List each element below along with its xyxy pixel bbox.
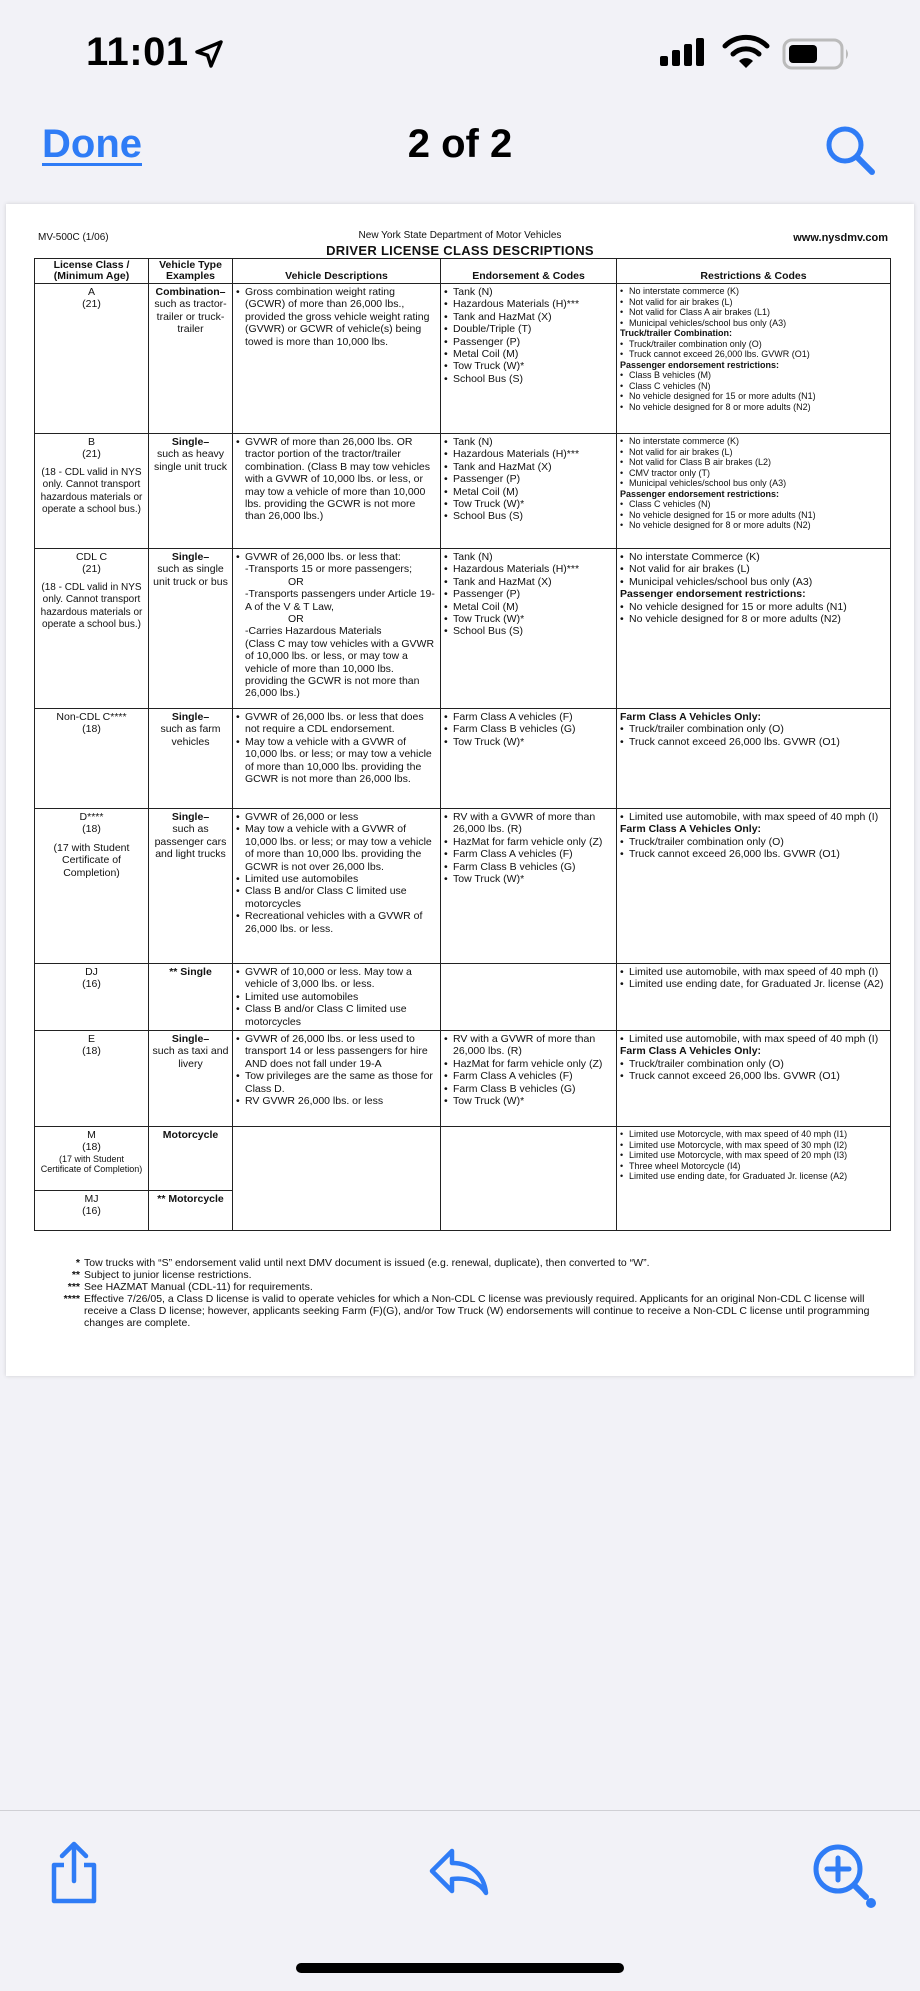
restriction-list xyxy=(620,811,887,823)
list-item: • Passenger (P) xyxy=(444,588,613,600)
endorsement-list xyxy=(444,551,613,638)
footnote-text: See HAZMAT Manual (CDL-11) for requirements. xyxy=(84,1281,313,1293)
class-label: MJ xyxy=(84,1193,99,1206)
list-item: • Three wheel Motorcycle (I4) xyxy=(620,1161,887,1172)
vehicle-type-cell xyxy=(149,1127,233,1191)
description-line: -Carries Hazardous Materials xyxy=(245,625,382,638)
endorsement-cell xyxy=(441,964,617,1031)
restriction-cell xyxy=(617,1127,891,1231)
list-item: • Farm Class A vehicles (F) xyxy=(444,848,613,860)
list-item: • GVWR of 26,000 or less xyxy=(236,811,437,823)
list-item: • No vehicle designed for 15 or more adults (N1) xyxy=(620,601,887,613)
clock-text: 11:01 xyxy=(86,30,189,74)
list-item: • Tank (N) xyxy=(444,286,613,298)
list-item: • Not valid for air brakes (L) xyxy=(620,563,887,575)
list-item: • Tow Truck (W)* xyxy=(444,360,613,372)
restriction-heading: Farm Class A Vehicles Only: xyxy=(620,1045,762,1058)
license-class-cell xyxy=(35,964,149,1031)
vehicle-type-label: Single– xyxy=(171,1033,210,1046)
list-item: • No vehicle designed for 15 or more adults (N1) xyxy=(620,391,887,402)
footnote-marker: * xyxy=(75,1257,80,1269)
list-item: • Farm Class B vehicles (G) xyxy=(444,861,613,873)
list-item: • Tow Truck (W)* xyxy=(444,613,613,625)
footnote xyxy=(36,1269,896,1281)
vehicle-type-label: ** Motorcycle xyxy=(157,1193,224,1206)
restriction-list xyxy=(620,1058,887,1083)
class-label: CDL C xyxy=(75,551,108,563)
list-item: • Gross combination weight rating (GCWR) of more than 26,000 lbs., provided the gross vehicle weight rating (GVWR) or GCWR of vehicle(s) being towed is more than 10,000 lbs. xyxy=(236,286,437,348)
class-label: D**** xyxy=(79,811,104,823)
endorsement-cell xyxy=(441,284,617,434)
restriction-cell xyxy=(617,284,891,434)
page-counter: 2 of 2 xyxy=(407,122,513,166)
class-note: (17 with Student Certificate of Completion) xyxy=(40,1153,143,1175)
list-item: • Farm Class B vehicles (G) xyxy=(444,723,613,735)
zoom-in-icon[interactable] xyxy=(808,1839,880,1911)
list-item: • Limited use automobile, with max speed of 40 mph (I) xyxy=(620,966,887,978)
description-line: OR xyxy=(288,613,304,626)
col-header: Vehicle Descriptions xyxy=(233,259,441,284)
list-item: • GVWR of 26,000 lbs. or less that does not require a CDL endorsement. xyxy=(236,711,437,736)
class-note: (17 with Student Certificate of Completion) xyxy=(53,841,130,879)
description-item: • GVWR of 26,000 lbs. or less that: xyxy=(236,551,437,563)
list-item: • No vehicle designed for 8 or more adults (N2) xyxy=(620,520,887,531)
list-item: • Farm Class A vehicles (F) xyxy=(444,711,613,723)
restriction-heading: Truck/trailer Combination: xyxy=(620,328,733,338)
list-item: • Limited use ending date, for Graduated Jr. license (A2) xyxy=(620,978,887,990)
description-list xyxy=(236,811,437,935)
class-note: (18 - CDL valid in NYS only. Cannot transport hazardous materials or operate a school bus.) xyxy=(40,466,143,516)
list-item: • May tow a vehicle with a GVWR of 10,000 lbs. or less; or may tow a vehicle of more than 10,000 lbs. providing the GCWR is not over 26,000 lbs. xyxy=(236,823,437,873)
restriction-list xyxy=(620,436,887,489)
list-item: • Not valid for Class A air brakes (L1) xyxy=(620,307,887,318)
vehicle-type-cell xyxy=(149,809,233,964)
list-item: • Passenger (P) xyxy=(444,473,613,485)
description-list xyxy=(236,1033,437,1107)
form-number: MV-500C (1/06) xyxy=(38,232,109,243)
document-title: DRIVER LICENSE CLASS DESCRIPTIONS xyxy=(326,243,594,258)
done-button[interactable]: Done xyxy=(42,122,142,166)
list-item: • Tow Truck (W)* xyxy=(444,873,613,885)
min-age: (21) xyxy=(82,448,101,461)
document-page xyxy=(6,204,914,1376)
class-note: (18 - CDL valid in NYS only. Cannot transport hazardous materials or operate a school bus.) xyxy=(40,581,143,631)
battery-icon xyxy=(782,38,852,70)
search-icon[interactable] xyxy=(820,120,880,180)
list-item: • Limited use automobile, with max speed of 40 mph (I) xyxy=(620,811,887,823)
endorsement-cell xyxy=(441,1031,617,1127)
col-header: Restrictions & Codes xyxy=(617,259,891,284)
restriction-list xyxy=(620,1033,887,1045)
clock xyxy=(86,30,225,75)
agency-name: New York State Department of Motor Vehicles xyxy=(358,230,562,241)
class-label: Non-CDL C**** xyxy=(56,711,127,723)
restriction-list xyxy=(620,723,887,748)
class-label: M xyxy=(87,1129,96,1142)
share-icon[interactable] xyxy=(44,1841,104,1905)
table-row xyxy=(35,1127,891,1191)
list-item: • No interstate Commerce (K) xyxy=(620,551,887,563)
footnote xyxy=(36,1281,896,1293)
list-item: • Truck/trailer combination only (O) xyxy=(620,723,887,735)
list-item: • Truck/trailer combination only (O) xyxy=(620,339,887,350)
list-item: • Municipal vehicles/school bus only (A3) xyxy=(620,478,887,489)
description-cell xyxy=(233,709,441,809)
table-row xyxy=(35,434,891,549)
restriction-cell xyxy=(617,549,891,709)
list-item: • HazMat for farm vehicle only (Z) xyxy=(444,836,613,848)
vehicle-type-cell xyxy=(149,709,233,809)
endorsement-cell xyxy=(441,1127,617,1231)
endorsement-cell xyxy=(441,709,617,809)
list-item: • Class C vehicles (N) xyxy=(620,499,887,510)
list-item: • Class B and/or Class C limited use motorcycles xyxy=(236,885,437,910)
nav-bar xyxy=(0,110,920,190)
restriction-list xyxy=(620,370,887,412)
class-label: DJ xyxy=(85,966,98,978)
restriction-cell xyxy=(617,709,891,809)
restriction-list xyxy=(620,499,887,531)
vehicle-type-label: Single– xyxy=(171,436,210,448)
restriction-heading: Farm Class A Vehicles Only: xyxy=(620,823,762,836)
list-item: • Class B vehicles (M) xyxy=(620,370,887,381)
document-viewer[interactable] xyxy=(0,190,920,1810)
footnotes xyxy=(36,1257,896,1329)
col-header: Vehicle Type Examples xyxy=(149,259,233,284)
description-list xyxy=(236,711,437,785)
description-list xyxy=(236,436,437,523)
website-text: www.nysdmv.com xyxy=(793,232,888,244)
list-item: • Tank and HazMat (X) xyxy=(444,311,613,323)
list-item: • Not valid for Class B air brakes (L2) xyxy=(620,457,887,468)
footnote xyxy=(36,1257,896,1269)
endorsement-cell xyxy=(441,809,617,964)
description-list xyxy=(236,966,437,1028)
list-item: • HazMat for farm vehicle only (Z) xyxy=(444,1058,613,1070)
restriction-list xyxy=(620,1129,887,1182)
list-item: • School Bus (S) xyxy=(444,625,613,637)
license-class-cell xyxy=(35,809,149,964)
license-class-cell xyxy=(35,709,149,809)
list-item: • No interstate commerce (K) xyxy=(620,436,887,447)
min-age: (16) xyxy=(82,978,101,991)
list-item: • School Bus (S) xyxy=(444,510,613,522)
restriction-heading: Passenger endorsement restrictions: xyxy=(620,359,780,370)
list-item: • GVWR of 10,000 or less. May tow a vehicle of 3,000 lbs. or less. xyxy=(236,966,437,991)
status-bar xyxy=(0,0,920,110)
endorsement-cell xyxy=(441,549,617,709)
list-item: • Limited use Motorcycle, with max speed of 40 mph (I1) xyxy=(620,1129,887,1140)
restriction-list xyxy=(620,339,887,360)
endorsement-list xyxy=(444,286,613,385)
restriction-heading: Passenger endorsement restrictions: xyxy=(620,588,806,601)
restriction-list xyxy=(620,966,887,991)
min-age: (16) xyxy=(82,1205,101,1218)
min-age: (18) xyxy=(82,723,101,736)
list-item: • RV with a GVWR of more than 26,000 lbs. (R) xyxy=(444,1033,613,1058)
list-item: • GVWR of 26,000 lbs. or less used to transport 14 or less passengers for hire AND does not fall under 19-A xyxy=(236,1033,437,1070)
endorsement-list xyxy=(444,811,613,885)
license-class-cell xyxy=(35,434,149,549)
description-cell xyxy=(233,434,441,549)
license-class-cell xyxy=(35,1191,149,1231)
description-cell xyxy=(233,1127,441,1231)
list-item: • Truck cannot exceed 26,000 lbs. GVWR (O1) xyxy=(620,848,887,860)
list-item: • Truck cannot exceed 26,000 lbs. GVWR (O1) xyxy=(620,736,887,748)
list-item: • Class B and/or Class C limited use motorcycles xyxy=(236,1003,437,1028)
restriction-list xyxy=(620,836,887,861)
footnote-text: Tow trucks with “S” endorsement valid until next DMV document is issued (e.g. renewal, duplicate), then converted to “W”. xyxy=(84,1257,650,1269)
list-item: • CMV tractor only (T) xyxy=(620,468,887,479)
list-item: • Tow Truck (W)* xyxy=(444,736,613,748)
location-arrow-icon xyxy=(193,38,225,70)
restriction-heading: Passenger endorsement restrictions: xyxy=(620,488,780,499)
reply-icon[interactable] xyxy=(428,1845,490,1897)
footnote xyxy=(36,1293,896,1329)
vehicle-type-label: Motorcycle xyxy=(162,1129,219,1142)
table-row xyxy=(35,809,891,964)
min-age: (18) xyxy=(82,823,101,836)
list-item: • Hazardous Materials (H)*** xyxy=(444,563,613,575)
footnote-marker: ** xyxy=(71,1269,80,1281)
table-row xyxy=(35,709,891,809)
description-line: OR xyxy=(288,575,304,588)
min-age: (21) xyxy=(82,298,101,311)
list-item: • Not valid for air brakes (L) xyxy=(620,447,887,458)
list-item: • Hazardous Materials (H)*** xyxy=(444,448,613,460)
list-item: • Passenger (P) xyxy=(444,336,613,348)
description-line: -Transports passengers under Article 19-A of the V & T Law, xyxy=(245,588,435,613)
vehicle-type-cell xyxy=(149,434,233,549)
vehicle-type-example: such as single unit truck or bus xyxy=(153,563,228,588)
restriction-list xyxy=(620,286,887,328)
list-item: • Truck cannot exceed 26,000 lbs. GVWR (O1) xyxy=(620,349,887,360)
list-item: • Farm Class B vehicles (G) xyxy=(444,1083,613,1095)
license-class-cell xyxy=(35,549,149,709)
col-header: License Class / (Minimum Age) xyxy=(35,259,149,284)
class-label: B xyxy=(87,436,95,448)
list-item: • Municipal vehicles/school bus only (A3) xyxy=(620,318,887,329)
vehicle-type-label: Single– xyxy=(171,551,210,563)
description-cell xyxy=(233,809,441,964)
list-item: • Farm Class A vehicles (F) xyxy=(444,1070,613,1082)
list-item: • No vehicle designed for 15 or more adults (N1) xyxy=(620,510,887,521)
license-class-table xyxy=(34,258,891,1231)
list-item: • Truck/trailer combination only (O) xyxy=(620,1058,887,1070)
list-item: • Double/Triple (T) xyxy=(444,323,613,335)
vehicle-type-example: such as taxi and livery xyxy=(152,1045,229,1070)
list-item: • Limited use automobile, with max speed of 40 mph (I) xyxy=(620,1033,887,1045)
vehicle-type-label: Single– xyxy=(171,711,210,723)
vehicle-type-example: such as passenger cars and light trucks xyxy=(154,823,227,861)
list-item: • Not valid for air brakes (L) xyxy=(620,297,887,308)
list-item: • Limited use automobiles xyxy=(236,991,437,1003)
description-line: (Class C may tow vehicles with a GVWR of 10,000 lbs. or less, or may tow a vehicle of more than 10,000 lbs. providing the GCWR is not more than 26,000 lbs.) xyxy=(245,637,435,700)
vehicle-type-cell xyxy=(149,1191,233,1231)
table-row xyxy=(35,964,891,1031)
list-item: • Tank (N) xyxy=(444,436,613,448)
list-item: • Metal Coil (M) xyxy=(444,601,613,613)
restriction-cell xyxy=(617,1031,891,1127)
list-item: • Tank (N) xyxy=(444,551,613,563)
vehicle-type-example: such as heavy single unit truck xyxy=(154,448,227,473)
list-item: • Recreational vehicles with a GVWR of 26,000 lbs. or less. xyxy=(236,910,437,935)
license-class-cell xyxy=(35,1127,149,1191)
table-row xyxy=(35,284,891,434)
vehicle-type-label: Single– xyxy=(171,811,210,823)
signal-icon xyxy=(660,38,708,66)
list-item: • Municipal vehicles/school bus only (A3) xyxy=(620,576,887,588)
endorsement-list xyxy=(444,1033,613,1107)
table-row xyxy=(35,549,891,709)
list-item: • GVWR of more than 26,000 lbs. OR tractor portion of the tractor/trailer combination. (Class B may tow vehicles with a GVWR of 10,000 lbs. or less, or may tow a vehicle of more than 10,000 lbs. providing the GCWR is not more than 26,000 lbs.) xyxy=(236,436,437,523)
col-header: Endorsement & Codes xyxy=(441,259,617,284)
list-item: • Tow Truck (W)* xyxy=(444,1095,613,1107)
list-item: • Metal Coil (M) xyxy=(444,486,613,498)
vehicle-type-cell xyxy=(149,1031,233,1127)
table-row xyxy=(35,1031,891,1127)
list-item: • Tow Truck (W)* xyxy=(444,498,613,510)
min-age: (18) xyxy=(82,1141,101,1154)
vehicle-type-cell xyxy=(149,549,233,709)
list-item: • Tank and HazMat (X) xyxy=(444,461,613,473)
vehicle-type-label: ** Single xyxy=(169,966,212,978)
vehicle-type-label: Combination– xyxy=(155,286,226,298)
vehicle-type-cell xyxy=(149,284,233,434)
class-label: E xyxy=(87,1033,95,1046)
list-item: • RV GVWR 26,000 lbs. or less xyxy=(236,1095,437,1107)
wifi-icon xyxy=(722,34,770,70)
list-item: • RV with a GVWR of more than 26,000 lbs. (R) xyxy=(444,811,613,836)
license-class-cell xyxy=(35,284,149,434)
restriction-cell xyxy=(617,434,891,549)
footnote-marker: **** xyxy=(63,1293,80,1305)
class-label: A xyxy=(87,286,95,298)
list-item: • School Bus (S) xyxy=(444,373,613,385)
endorsement-cell xyxy=(441,434,617,549)
endorsement-list xyxy=(444,436,613,523)
description-cell xyxy=(233,1031,441,1127)
list-item: • Truck/trailer combination only (O) xyxy=(620,836,887,848)
vehicle-type-cell xyxy=(149,964,233,1031)
list-item: • Class C vehicles (N) xyxy=(620,381,887,392)
list-item: • Tow privileges are the same as those for Class D. xyxy=(236,1070,437,1095)
home-indicator[interactable] xyxy=(296,1963,624,1973)
list-item: • Limited use automobiles xyxy=(236,873,437,885)
list-item: • Truck cannot exceed 26,000 lbs. GVWR (O1) xyxy=(620,1070,887,1082)
restriction-heading: Farm Class A Vehicles Only: xyxy=(620,711,762,723)
list-item: • No vehicle designed for 8 or more adults (N2) xyxy=(620,613,887,625)
restriction-cell xyxy=(617,964,891,1031)
description-cell xyxy=(233,964,441,1031)
list-item: • Hazardous Materials (H)*** xyxy=(444,298,613,310)
description-list xyxy=(236,286,437,348)
description-cell xyxy=(233,284,441,434)
restriction-list xyxy=(620,551,887,588)
min-age: (18) xyxy=(82,1045,101,1058)
footnote-text: Subject to junior license restrictions. xyxy=(84,1269,252,1281)
endorsement-list xyxy=(444,711,613,748)
list-item: • May tow a vehicle with a GVWR of 10,000 lbs. or less; or may tow a vehicle of more than 10,000 lbs. providing the GCWR is not more than 26,000 lbs. xyxy=(236,736,437,786)
restriction-list xyxy=(620,601,887,626)
list-item: • Limited use Motorcycle, with max speed of 30 mph (I2) xyxy=(620,1140,887,1151)
restriction-cell xyxy=(617,809,891,964)
list-item: • Tank and HazMat (X) xyxy=(444,576,613,588)
list-item: • No vehicle designed for 8 or more adults (N2) xyxy=(620,402,887,413)
description-cell xyxy=(233,549,441,709)
list-item: • No interstate commerce (K) xyxy=(620,286,887,297)
list-item: • Limited use Motorcycle, with max speed of 20 mph (I3) xyxy=(620,1150,887,1161)
list-item: • Limited use ending date, for Graduated Jr. license (A2) xyxy=(620,1171,887,1182)
list-item: • Metal Coil (M) xyxy=(444,348,613,360)
description-line: -Transports 15 or more passengers; xyxy=(245,563,413,576)
table-header-row xyxy=(35,259,891,284)
vehicle-type-example: such as farm vehicles xyxy=(160,723,221,748)
min-age: (21) xyxy=(82,563,101,576)
vehicle-type-example: such as tractor-trailer or truck-trailer xyxy=(154,298,227,336)
footnote-marker: *** xyxy=(67,1281,80,1293)
license-class-cell xyxy=(35,1031,149,1127)
footnote-text: Effective 7/26/05, a Class D license is valid to operate vehicles for which a Non-CDL C license was previously required. Applicants for an original Non-CDL C license will receive a Class D license; however, applicants seeking Farm (F)(G), and/or Tow Truck (W) endorsements will continue to receive a Non-CDL C license until programming changes are complete. xyxy=(84,1293,870,1329)
